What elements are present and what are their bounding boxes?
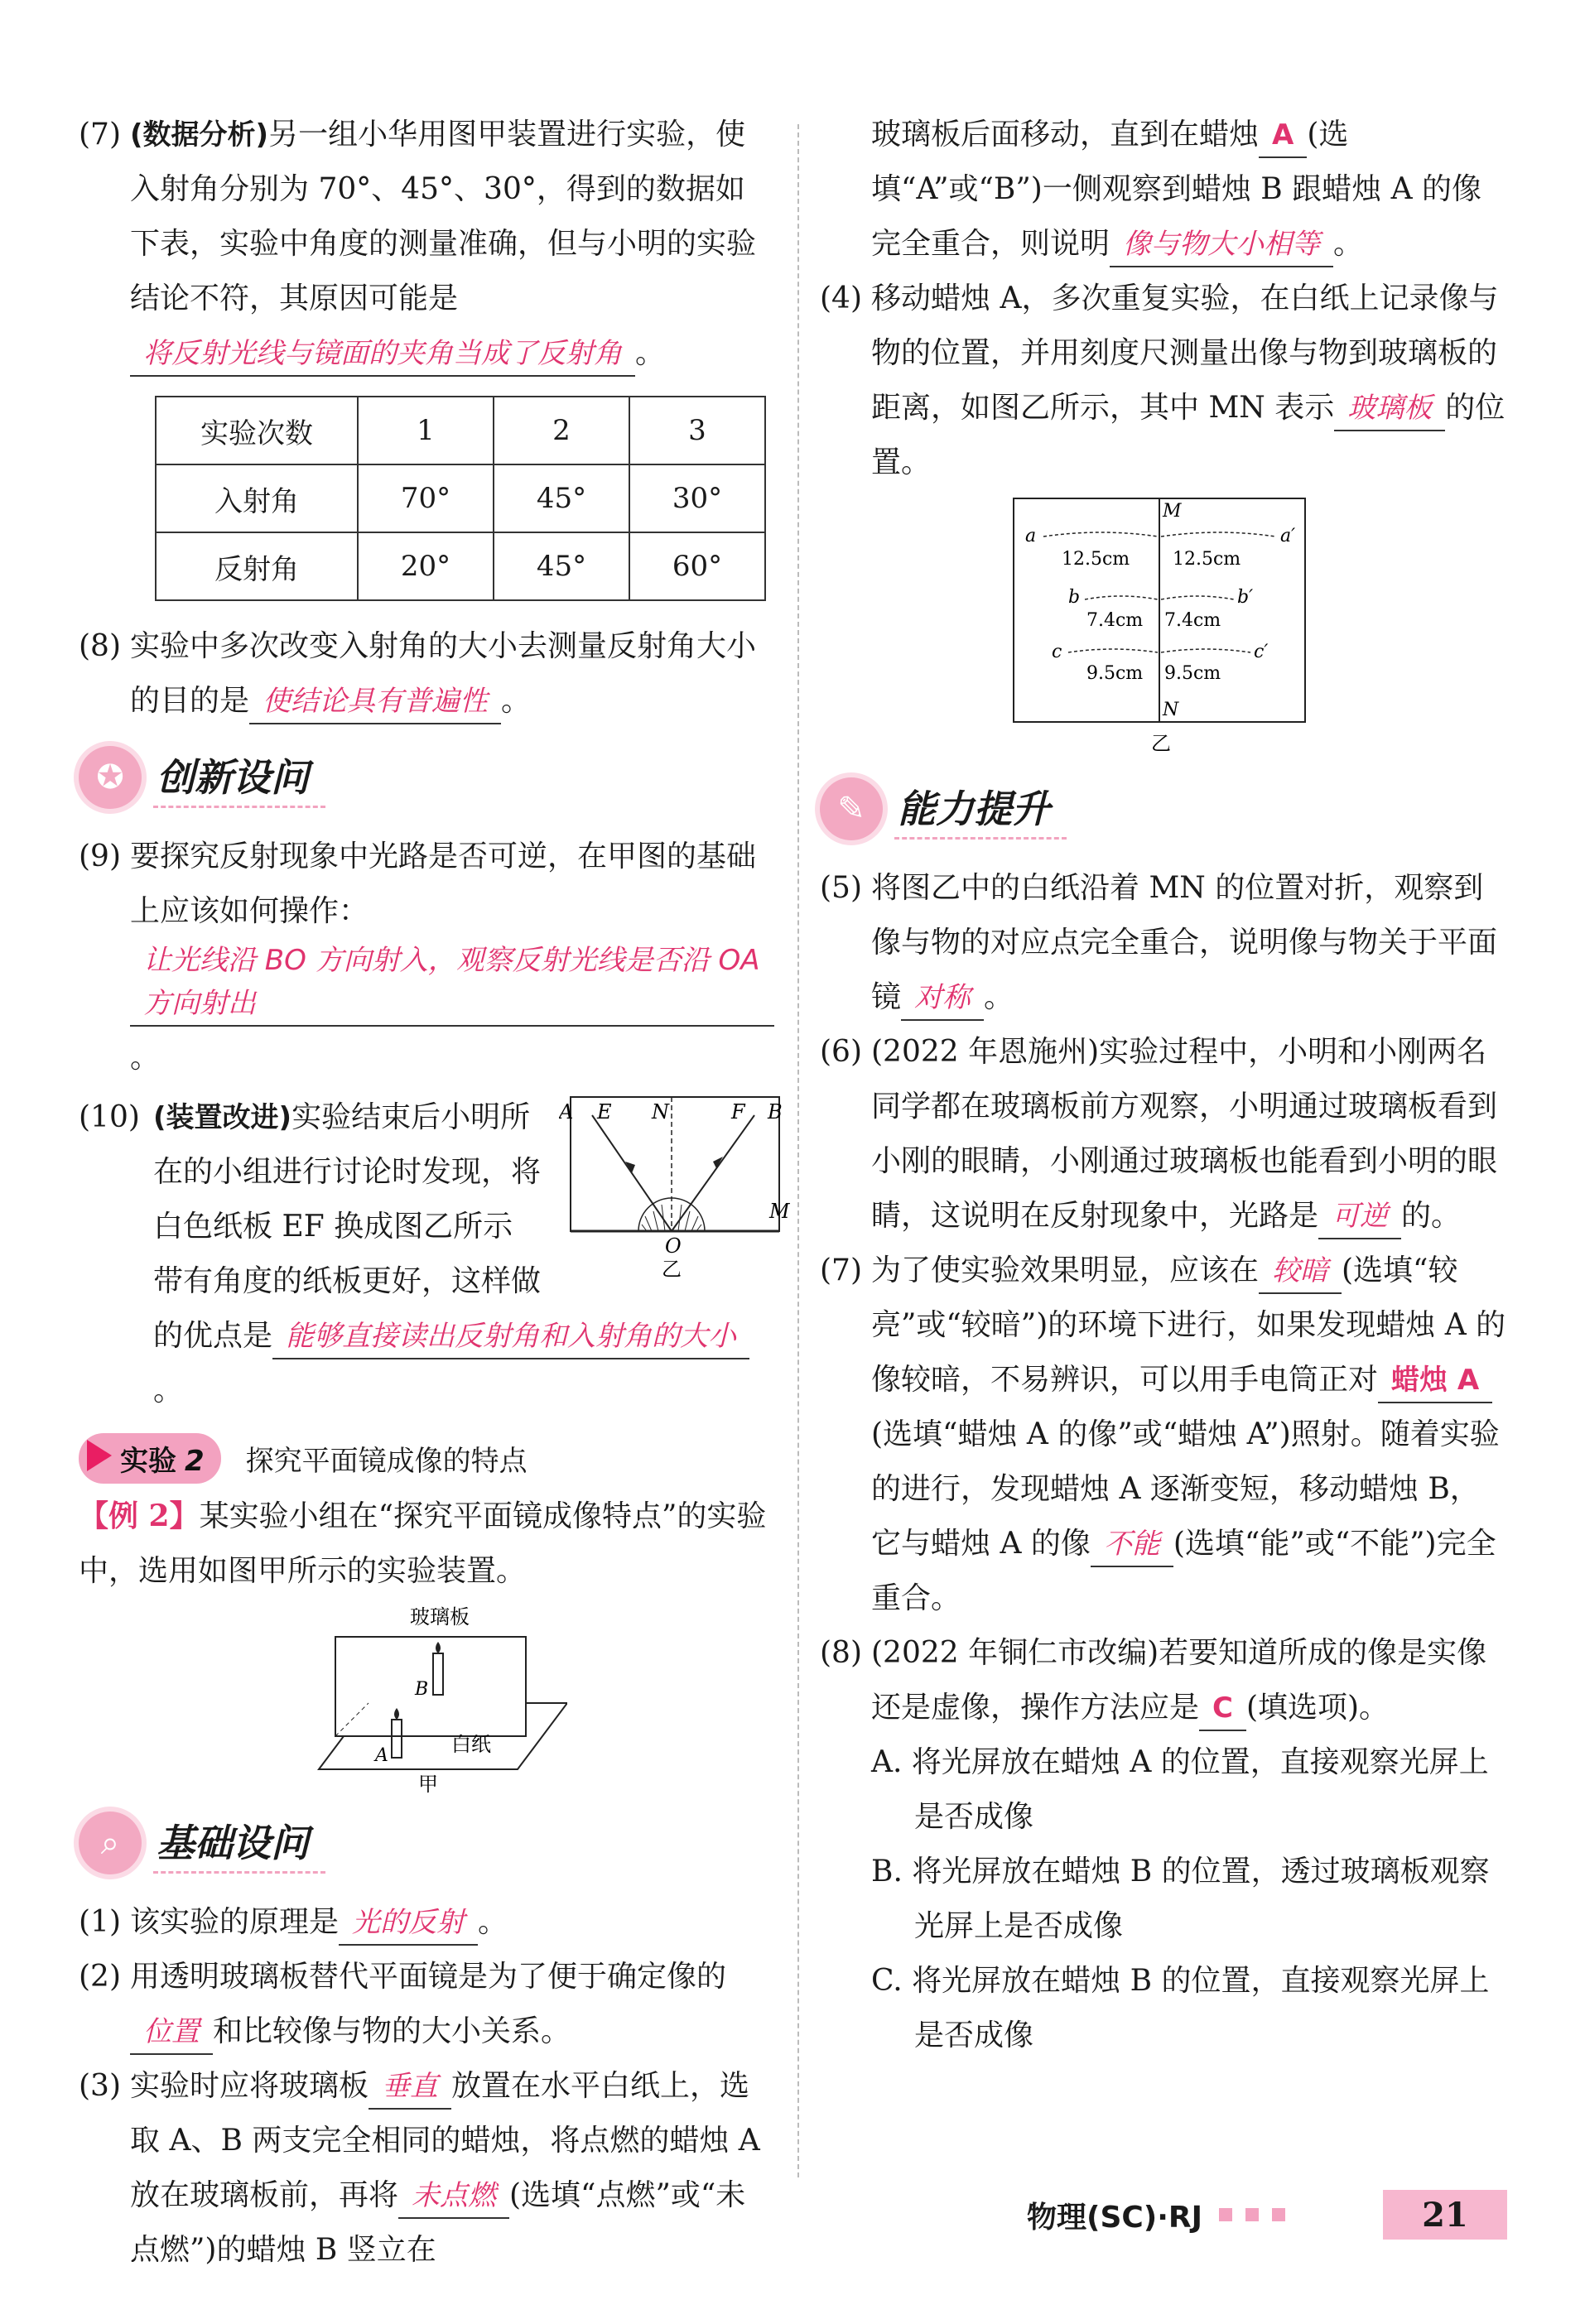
answer-blank[interactable]: 对称 <box>901 976 984 1021</box>
figure-yi-reflection <box>559 1090 791 1281</box>
distance-label: 9.5cm <box>1086 663 1144 684</box>
glass-label: 玻璃板 <box>410 1605 470 1629</box>
left-column <box>79 108 790 2278</box>
answer-blank[interactable]: 未点燃 <box>398 2174 509 2219</box>
basic-question-4: (4) 移动蜡烛 A，多次重复实验，在白纸上记录像与物的位置，并用刻度尺测量出像与物到玻璃板的距离，如图乙所示，其中 MN 表示 玻璃板 的位置。 <box>820 281 1506 479</box>
option-c[interactable]: C. 将光屏放在蜡烛 B 的位置，直接观察光屏上是否成像 <box>871 1964 1490 2052</box>
option-a[interactable]: A. 将光屏放在蜡烛 A 的位置，直接观察光屏上是否成像 <box>871 1745 1489 1834</box>
label-F: F <box>731 1100 745 1124</box>
answer-blank[interactable]: 较暗 <box>1259 1249 1342 1294</box>
ability-question-8: (8) (2022 年铜仁市改编)若要知道所成的像是实像还是虚像，操作方法应是 C (填选项)。 <box>820 1626 1507 1735</box>
right-column <box>820 108 1507 2063</box>
column-divider <box>797 124 799 2177</box>
answer-blank[interactable]: C <box>1199 1686 1246 1731</box>
experiment-badge: 实验 2 <box>79 1433 221 1484</box>
option-b[interactable]: B. 将光屏放在蜡烛 B 的位置，透过玻璃板观察光屏上是否成像 <box>871 1855 1490 1943</box>
label-b-prime: b′ <box>1237 587 1254 608</box>
basic-question-1: (1) 该实验的原理是 光的反射 。 <box>79 1895 774 1950</box>
question-7: (7) (数据分析)另一组小华用图甲装置进行实验，使入射角分别为 70°、45°、30°，得到的数据如下表，实验中角度的测量准确，但与小明的实验结论不符，其原因可能是将反射光线与镜面的夹角当成了反射角 。 <box>79 108 774 381</box>
label-A: A <box>375 1745 388 1766</box>
label-A: A <box>559 1100 574 1124</box>
distance-label: 7.4cm <box>1164 610 1221 631</box>
label-a: a <box>1025 526 1037 546</box>
label-c: c <box>1052 642 1062 662</box>
question-8: (8) 实验中多次改变入射角的大小去测量反射角大小的目的是 使结论具有普遍性 。 <box>79 619 774 729</box>
table-row: 实验次数 1 2 3 <box>156 397 765 464</box>
figure-caption: 乙 <box>662 1258 682 1281</box>
label-a-prime: a′ <box>1280 526 1296 546</box>
experiment-header: 实验 2 探究平面镜成像的特点 <box>79 1433 774 1484</box>
page-footer <box>1027 2186 1507 2244</box>
question-10: A E N F B M O 乙 (10) (装置改进)实验结束后小明所在的小组进行讨论时发现，将白色纸板 EF 换成图乙所示带有角度的纸板更好，这样做的优点是 能够直接读出反射角和入射角的大小。 <box>79 1090 774 1418</box>
table-row: 入射角 70° 45° 30° <box>156 464 765 532</box>
answer-blank[interactable]: 不能 <box>1091 1523 1173 1567</box>
distance-label: 7.4cm <box>1086 610 1144 631</box>
basic-question-3-continued: 玻璃板后面移动，直到在蜡烛 A (选填“A”或“B”)一侧观察到蜡烛 B 跟蜡烛 A 的像完全重合，则说明 像与物大小相等 。 <box>820 108 1507 272</box>
label-B: B <box>415 1679 429 1700</box>
question-9: (9) 要探究反射现象中光路是否可逆，在甲图的基础上应该如何操作：让光线沿 BO 方向射入，观察反射光线是否沿 OA 方向射出。 <box>79 830 774 1085</box>
award-icon: ✪ <box>79 746 142 809</box>
ability-question-6: (6) (2022 年恩施州)实验过程中，小明和小刚两名同学都在玻璃板前方观察，小明通过玻璃板看到小刚的眼睛，小刚通过玻璃板也能看到小明的眼睛，这说明在反射现象中，光路是 可逆 的。 <box>820 1025 1507 1244</box>
figure-jia-apparatus <box>286 1604 567 1794</box>
section-header-innovation: ✪ 创新设问 <box>79 740 774 815</box>
label-N: N <box>652 1100 669 1124</box>
answer-blank[interactable]: A <box>1259 113 1307 158</box>
answer-blank[interactable]: 能够直接读出反射角和入射角的大小 <box>272 1315 749 1359</box>
basic-question-3: (3) 实验时应将玻璃板 垂直 放置在水平白纸上，选取 A、B 两支完全相同的蜡烛，将点燃的蜡烛 A 放在玻璃板前，再将 未点燃 (选填“点燃”或“未点燃”)的蜡烛 B 竖立在 <box>79 2059 774 2278</box>
data-table <box>155 396 766 601</box>
page-number: 21 <box>1383 2190 1507 2240</box>
answer-blank[interactable]: 光的反射 <box>339 1901 478 1946</box>
figure-yi-measurement <box>1010 495 1317 760</box>
figure-caption: 乙 <box>1151 732 1171 755</box>
label-M: M <box>1163 501 1182 522</box>
answer-blank[interactable]: 像与物大小相等 <box>1110 223 1333 267</box>
magnifier-icon: ⌕ <box>79 1812 142 1874</box>
answer-blank[interactable]: 玻璃板 <box>1334 387 1445 431</box>
table-row: 反射角 20° 45° 60° <box>156 532 765 600</box>
answer-blank[interactable]: 将反射光线与镜面的夹角当成了反射角 <box>130 332 635 377</box>
label-b: b <box>1068 587 1081 608</box>
ability-question-5: (5) 将图乙中的白纸沿着 MN 的位置对折，观察到像与物的对应点完全重合，说明像与物关于平面镜 对称 。 <box>820 861 1507 1025</box>
distance-label: 9.5cm <box>1164 663 1221 684</box>
label-B: B <box>768 1100 783 1124</box>
answer-blank[interactable]: 位置 <box>130 2010 213 2055</box>
paper-label: 白纸 <box>451 1733 491 1756</box>
distance-label: 12.5cm <box>1173 549 1241 570</box>
checker-decoration <box>1219 2208 1285 2221</box>
answer-blank[interactable]: 可逆 <box>1318 1195 1401 1239</box>
label-M: M <box>769 1200 790 1223</box>
label-E: E <box>597 1100 612 1124</box>
label-c-prime: c′ <box>1254 642 1269 662</box>
ability-question-7: (7) 为了使实验效果明显，应该在 较暗 (选填“较亮”或“较暗”)的环境下进行，如果发现蜡烛 A 的像较暗，不易辨识，可以用手电筒正对 蜡烛 A(选填“蜡烛 A 的像”或“蜡烛 A”)照射。随着实验的进行，发现蜡烛 A 逐渐变短，移动蜡烛 B，它与蜡烛 A 的像 不能 (选填“能”或“不能”)完全重合。 <box>820 1244 1507 1626</box>
distance-label: 12.5cm <box>1062 549 1130 570</box>
options-list <box>820 1735 1507 2063</box>
answer-blank[interactable]: 让光线沿 BO 方向射入，观察反射光线是否沿 OA 方向射出 <box>130 939 774 1027</box>
answer-blank[interactable]: 垂直 <box>369 2065 451 2110</box>
section-header-ability: ✎ 能力提升 <box>820 772 1507 846</box>
section-header-basic: ⌕ 基础设问 <box>79 1806 774 1880</box>
subject-label: 物理(SC)·RJ <box>1027 2200 1203 2235</box>
answer-blank[interactable]: 使结论具有普遍性 <box>249 680 501 724</box>
answer-blank[interactable]: 蜡烛 A <box>1378 1359 1492 1403</box>
label-N: N <box>1163 700 1179 720</box>
book-icon: ✎ <box>820 777 883 840</box>
figure-caption: 甲 <box>418 1773 438 1794</box>
basic-question-2: (2) 用透明玻璃板替代平面镜是为了便于确定像的位置 和比较像与物的大小关系。 <box>79 1950 774 2059</box>
label-O: O <box>665 1234 682 1258</box>
example-2: 【例 2】某实验小组在“探究平面镜成像特点”的实验中，选用如图甲所示的实验装置。 <box>79 1499 767 1588</box>
